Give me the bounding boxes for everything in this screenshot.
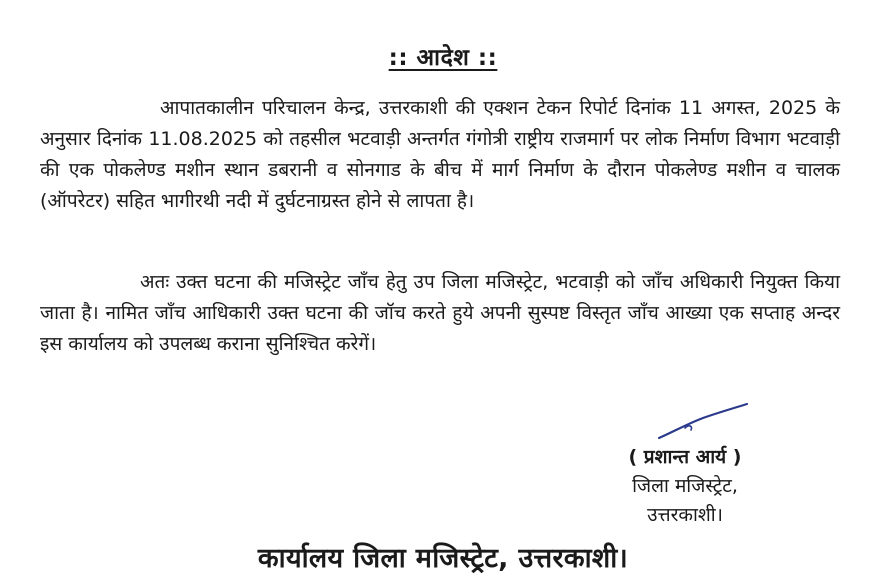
paragraph-1 bbox=[40, 93, 840, 217]
paragraph-2-text: अतः उक्त घटना की मजिस्ट्रेट जाँच हेतु उप जिला मजिस्ट्रेट, भटवाड़ी को जाँच अधिकारी नियुक्त किया जाता है। नामित जाँच आधिकारी उक्त घटना की जॉच करते हुये अपनी सुस्पष्ट विस्तृत जाँच आख्या एक सप्ताह अन्दर इस कार्यालय को उपलब्ध कराना सुनिश्चित करेगें। bbox=[40, 271, 840, 355]
signatory-location: उत्तरकाशी। bbox=[647, 504, 723, 526]
paragraph-2 bbox=[40, 267, 840, 360]
office-footer: कार्यालय जिला मजिस्ट्रेट, उत्तरकाशी। bbox=[257, 543, 629, 574]
signature-block bbox=[590, 443, 780, 530]
order-heading: :: आदेश :: bbox=[388, 45, 498, 71]
handwritten-signature bbox=[655, 402, 755, 442]
signatory-designation: जिला मजिस्ट्रेट, bbox=[632, 475, 738, 497]
paragraph-1-text: आपातकालीन परिचालन केन्द्र, उत्तरकाशी की एक्शन टेकन रिपोर्ट दिनांक 11 अगस्त, 2025 के अनुसार दिनांक 11.08.2025 को तहसील भटवाड़ी अन्तर्गत गंगोत्री राष्ट्रीय राजमार्ग पर लोक निर्माण विभाग भटवाड़ी की एक पोकलेण्ड मशीन स्थान डबरानी व सोनगाड के बीच में मार्ग निर्माण के दौरान पोकलेण्ड मशीन व चालक (ऑपरेटर) सहित भागीरथी नदी में दुर्घटनाग्रस्त होने से लापता है। bbox=[40, 97, 840, 212]
signatory-name: ( प्रशान्त आर्य ) bbox=[628, 446, 742, 468]
